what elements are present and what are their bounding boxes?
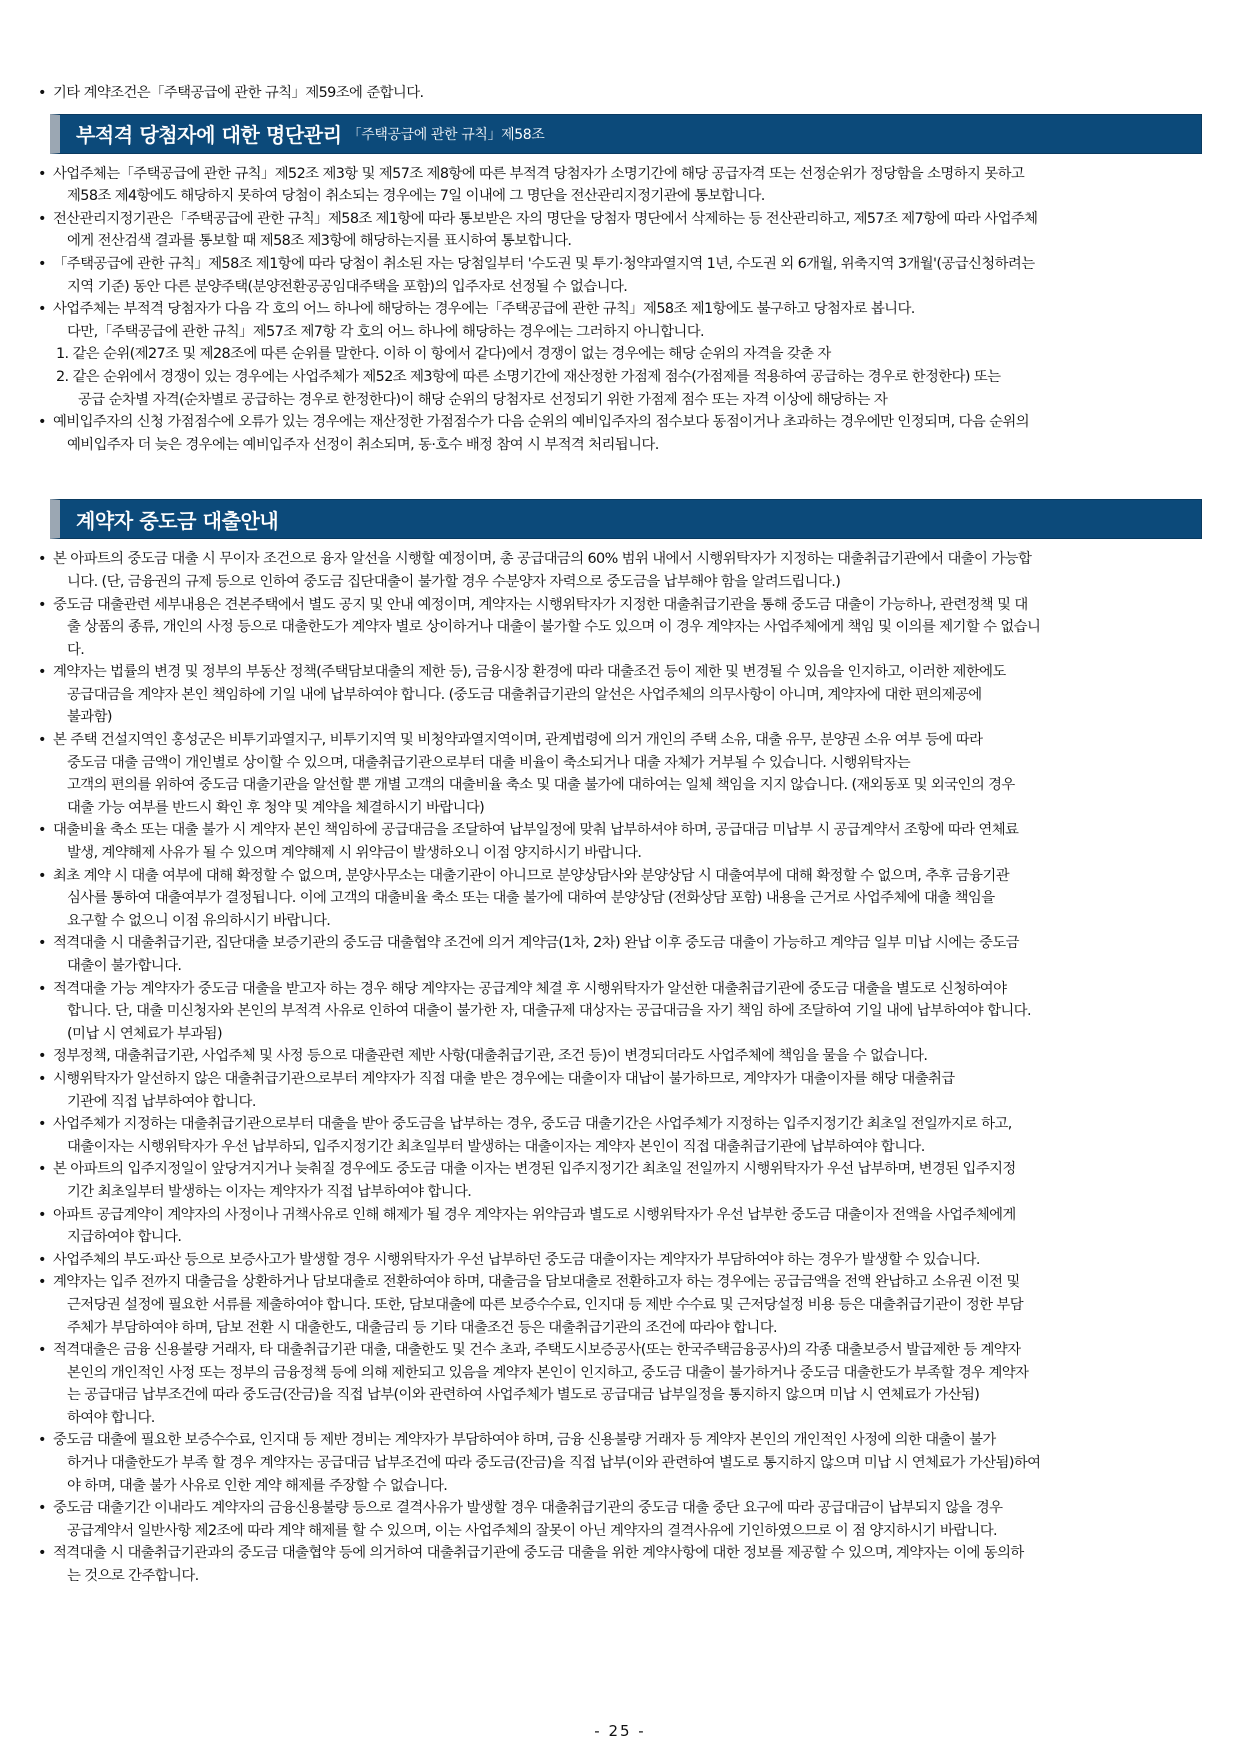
list-item bbox=[38, 1045, 1202, 1068]
item-line: 심사를 통하여 대출여부가 결정됩니다. 이에 고객의 대출비율 축소 또는 대출 불가에 대하여 분양상담 (전화상담 포함) 내용을 근거로 사업주체에 대출 책임을 bbox=[67, 890, 995, 907]
bullet-icon: • bbox=[38, 210, 46, 227]
bullet-icon: • bbox=[38, 165, 46, 182]
item-line: 는 것으로 간주합니다. bbox=[67, 1568, 199, 1585]
bullet-icon: • bbox=[38, 414, 46, 431]
bullet-icon: • bbox=[38, 980, 46, 997]
sub-list-item bbox=[38, 343, 1202, 366]
item-line: 대출비율 축소 또는 대출 불가 시 계약자 본인 책임하에 공급대금을 조달하여 납부일정에 맞춰 납부하셔야 하며, 공급대금 미납부 시 공급계약서 조항에 따라 연체료 bbox=[53, 822, 1019, 839]
bullet-icon: • bbox=[38, 1545, 46, 1562]
item-line: 지역 기준) 동안 다른 분양주택(분양전환공공임대주택을 포함)의 입주자로 선정될 수 없습니다. bbox=[67, 278, 628, 295]
section-title: 부적격 당첨자에 대한 명단관리 bbox=[76, 123, 342, 148]
item-line: 1. 같은 순위(제27조 및 제28조에 따른 순위를 말한다. 이하 이 항에서 같다)에서 경쟁이 없는 경우에는 해당 순위의 자격을 갖춘 자 bbox=[56, 346, 831, 363]
bullet-icon: • bbox=[38, 1251, 46, 1268]
bullet-icon: • bbox=[38, 596, 46, 613]
item-line: 계약자는 입주 전까지 대출금을 상환하거나 담보대출로 전환하여야 하며, 대출금을 담보대출로 전환하고자 하는 경우에는 공급금액을 전액 완납하고 소유권 이전 및 bbox=[53, 1274, 1020, 1291]
bullet-icon: • bbox=[38, 1342, 46, 1359]
item-line: 전산관리지정기관은「주택공급에 관한 규칙」제58조 제1항에 따라 통보받은 자의 명단을 당첨자 명단에서 삭제하는 등 전산관리하고, 제57조 제7항에 따라 사업주체 bbox=[53, 210, 1038, 227]
item-line: 공급계약서 일반사항 제2조에 따라 계약 해제를 할 수 있으며, 이는 사업주체의 잘못이 아닌 계약자의 결격사유에 기인하였으므로 이 점 양지하시기 바랍니다. bbox=[67, 1522, 998, 1539]
item-line: 대출 가능 여부를 반드시 확인 후 청약 및 계약을 체결하시기 바랍니다) bbox=[67, 799, 485, 816]
bullet-icon: • bbox=[38, 867, 46, 884]
list-item bbox=[38, 594, 1202, 662]
list-item bbox=[38, 548, 1202, 593]
bullet-icon: • bbox=[38, 1206, 46, 1223]
bullet-icon: • bbox=[38, 1116, 46, 1133]
section-reference: 「주택공급에 관한 규칙」제58조 bbox=[347, 126, 545, 143]
item-line: 예비입주자의 신청 가점점수에 오류가 있는 경우에는 재산정한 가점점수가 다음 순위의 예비입주자의 점수보다 동점이거나 초과하는 경우에만 인정되며, 다음 순위의 bbox=[53, 414, 1030, 431]
list-item bbox=[38, 253, 1202, 298]
item-line: 적격대출 시 대출취급기관과의 중도금 대출협약 등에 의거하여 대출취급기관에 중도금 대출을 위한 계약사항에 대한 정보를 제공할 수 있으며, 계약자는 이에 동의하 bbox=[53, 1545, 1024, 1562]
list-item bbox=[38, 298, 1202, 343]
list-item bbox=[38, 865, 1202, 933]
item-line: 공급 순차별 자격(순차별로 공급하는 경우로 한정한다)이 해당 순위의 당첨자로 선정되기 위한 가점제 점수 또는 자격 이상에 해당하는 자 bbox=[78, 391, 888, 408]
item-line: 기관에 직접 납부하여야 합니다. bbox=[67, 1093, 256, 1110]
item-line: 출 상품의 종류, 개인의 사정 등으로 대출한도가 계약자 별로 상이하거나 대출이 불가할 수도 있으며 이 경우 계약자는 사업주체에게 책임 및 이의를 제기할 수 없습니 bbox=[67, 619, 1041, 636]
section-header-ineligible-winners bbox=[50, 114, 1202, 154]
item-line: 니다. (단, 금융권의 규제 등으로 인하여 중도금 집단대출이 불가할 경우 수분양자 자력으로 중도금을 납부해야 함을 알려드립니다.) bbox=[67, 573, 841, 590]
item-line: 지급하여야 합니다. bbox=[67, 1229, 182, 1246]
item-line: 사업주체의 부도·파산 등으로 보증사고가 발생할 경우 시행위탁자가 우선 납부하던 중도금 대출이자는 계약자가 부담하여야 하는 경우가 발생할 수 있습니다. bbox=[53, 1251, 980, 1268]
bullet-icon: • bbox=[38, 1161, 46, 1178]
list-item bbox=[38, 661, 1202, 729]
item-line: 야 하며, 대출 불가 사유로 인한 계약 해제를 주장할 수 없습니다. bbox=[67, 1477, 448, 1494]
item-line: 다만,「주택공급에 관한 규칙」제57조 제7항 각 호의 어느 하나에 해당하는 경우에는 그러하지 아니합니다. bbox=[67, 323, 704, 340]
item-line: 불과함) bbox=[67, 709, 112, 726]
item-line: 제58조 제4항에도 해당하지 못하여 당첨이 취소되는 경우에는 7일 이내에 그 명단을 전산관리지정기관에 통보합니다. bbox=[67, 188, 765, 205]
item-line: 하여야 합니다. bbox=[67, 1409, 155, 1426]
item-line: 적격대출 시 대출취급기관, 집단대출 보증기관의 중도금 대출협약 조건에 의거 계약금(1차, 2차) 완납 이후 중도금 대출이 가능하고 계약금 일부 미납 시에는 중도금 bbox=[53, 935, 1019, 952]
item-line: 는 공급대금 납부조건에 따라 중도금(잔금)을 직접 납부(이와 관련하여 사업주체가 별도로 공급대금 납부일정을 통지하지 않으며 미납 시 연체료가 가산됨) bbox=[67, 1387, 980, 1404]
list-item bbox=[38, 82, 1202, 105]
bullet-icon: • bbox=[38, 301, 46, 318]
item-line: 하거나 대출한도가 부족 할 경우 계약자는 공급대금 납부조건에 따라 중도금(잔금)을 직접 납부(이와 관련하여 별도로 통지하지 않으며 미납 시 연체료가 가산됨)하여 bbox=[67, 1455, 1041, 1472]
item-line: 적격대출은 금융 신용불량 거래자, 타 대출취급기관 대출, 대출한도 및 건수 초과, 주택도시보증공사(또는 한국주택금융공사)의 각종 대출보증서 발급제한 등 계약자 bbox=[53, 1342, 1021, 1359]
item-line: 근저당권 설정에 필요한 서류를 제출하여야 합니다. 또한, 담보대출에 따른 보증수수료, 인지대 등 제반 수수료 및 근저당설정 비용 등은 대출취급기관이 정한 부담 bbox=[67, 1296, 1024, 1313]
bullet-icon: • bbox=[38, 822, 46, 839]
item-line: 대출이 불가합니다. bbox=[67, 958, 182, 974]
item-line: 적격대출 가능 계약자가 중도금 대출을 받고자 하는 경우 해당 계약자는 공급계약 체결 후 시행위탁자가 알선한 대출취급기관에 중도금 대출을 별도로 신청하여야 bbox=[53, 980, 1007, 997]
list-item bbox=[38, 1158, 1202, 1203]
item-line: 사업주체가 지정하는 대출취급기관으로부터 대출을 받아 중도금을 납부하는 경우, 중도금 대출기간은 사업주체가 지정하는 입주지정기간 최초일 전일까지로 하고, bbox=[53, 1116, 1012, 1133]
item-line: 본인의 개인적인 사정 또는 정부의 금융정책 등에 의해 제한되고 있음을 계약자 본인이 인지하고, 중도금 대출이 불가하거나 중도금 대출한도가 부족할 경우 계약자 bbox=[67, 1364, 1029, 1381]
item-line: 예비입주자 더 늦은 경우에는 예비입주자 선정이 취소되며, 동·호수 배정 참여 시 부적격 처리됩니다. bbox=[67, 436, 659, 453]
list-item bbox=[38, 1113, 1202, 1158]
item-line: 고객의 편의를 위하여 중도금 대출기관을 알선할 뿐 개별 고객의 대출비율 축소 및 대출 불가에 대하여는 일체 책임을 지지 않습니다. (재외동포 및 외국인의 경우 bbox=[67, 777, 1015, 794]
item-line: 합니다. 단, 대출 미신청자와 본인의 부적격 사유로 인하여 대출이 불가한 자, 대출규제 대상자는 공급대금을 자기 책임 하에 조달하여 기일 내에 납부하여야 합니다. bbox=[67, 1003, 1031, 1020]
interim-loan-list bbox=[38, 548, 1202, 1587]
bullet-icon: • bbox=[38, 255, 46, 272]
item-line: 중도금 대출기간 이내라도 계약자의 금융신용불량 등으로 결격사유가 발생할 경우 대출취급기관의 중도금 대출 중단 요구에 따라 공급대금이 납부되지 않을 경우 bbox=[53, 1500, 1003, 1517]
item-line: 계약자는 법률의 변경 및 정부의 부동산 정책(주택담보대출의 제한 등), 금융시장 환경에 따라 대출조건 등이 제한 및 변경될 수 있음을 인지하고, 이러한 제한에도 bbox=[53, 664, 1006, 681]
item-line: 사업주체는 부적격 당첨자가 다음 각 호의 어느 하나에 해당하는 경우에는「주택공급에 관한 규칙」제58조 제1항에도 불구하고 당첨자로 봅니다. bbox=[53, 301, 915, 318]
item-line: 기간 최초일부터 발생하는 이자는 계약자가 직접 납부하여야 합니다. bbox=[67, 1183, 472, 1200]
list-item bbox=[38, 1429, 1202, 1497]
bullet-icon: • bbox=[38, 664, 46, 681]
list-item bbox=[38, 1542, 1202, 1587]
section-header-interim-loan bbox=[50, 499, 1202, 539]
bullet-icon: • bbox=[38, 935, 46, 952]
item-line: 본 아파트의 중도금 대출 시 무이자 조건으로 융자 알선을 시행할 예정이며, 총 공급대금의 60% 범위 내에서 시행위탁자가 지정하는 대출취급기관에서 대출이 가능합 bbox=[53, 551, 1032, 568]
item-line: 「주택공급에 관한 규칙」제58조 제1항에 따라 당첨이 취소된 자는 당첨일부터 '수도권 및 투기·청약과열지역 1년, 수도권 외 6개월, 위축지역 3개월'(공급신청하려는 bbox=[53, 255, 1035, 272]
list-item bbox=[38, 208, 1202, 253]
item-line: 대출이자는 시행위탁자가 우선 납부하되, 입주지정기간 최초일부터 발생하는 대출이자는 계약자 본인이 직접 대출취급기관에 납부하여야 합니다. bbox=[67, 1138, 925, 1155]
item-line: 시행위탁자가 알선하지 않은 대출취급기관으로부터 계약자가 직접 대출 받은 경우에는 대출이자 대납이 불가하므로, 계약자가 대출이자를 해당 대출취급 bbox=[53, 1070, 955, 1087]
item-line: 아파트 공급계약이 계약자의 사정이나 귀책사유로 인해 해제가 될 경우 계약자는 위약금과 별도로 시행위탁자가 우선 납부한 중도금 대출이자 전액을 사업주체에게 bbox=[53, 1206, 1016, 1223]
list-item bbox=[38, 411, 1202, 456]
item-line: 주체가 부담하여야 하며, 담보 전환 시 대출한도, 대출금리 등 기타 대출조건 등은 대출취급기관의 조건에 따라야 합니다. bbox=[67, 1319, 778, 1336]
item-line: 중도금 대출관련 세부내용은 견본주택에서 별도 공지 및 안내 예정이며, 계약자는 시행위탁자가 지정한 대출취급기관을 통해 중도금 대출이 가능하나, 관련정책 및 대 bbox=[53, 596, 1028, 613]
list-item bbox=[38, 978, 1202, 1046]
page-number: - 25 - bbox=[594, 1722, 646, 1740]
list-item bbox=[38, 1497, 1202, 1542]
item-line: 발생, 계약해제 사유가 될 수 있으며 계약해제 시 위약금이 발생하오니 이점 양지하시기 바랍니다. bbox=[67, 845, 642, 862]
item-line: 본 주택 건설지역인 홍성군은 비투기과열지구, 비투기지역 및 비청약과열지역이며, 관계법령에 의거 개인의 주택 소유, 대출 유무, 분양권 소유 여부 등에 따라 bbox=[53, 732, 983, 749]
bullet-icon: • bbox=[38, 1274, 46, 1291]
item-line: (미납 시 연체료가 부과됨) bbox=[67, 1025, 222, 1042]
item-line: 중도금 대출 금액이 개인별로 상이할 수 있으며, 대출취급기관으로부터 대출 비율이 축소되거나 대출 자체가 거부될 수 있습니다. 시행위탁자는 bbox=[67, 754, 911, 771]
item-line: 정부정책, 대출취급기관, 사업주체 및 사정 등으로 대출관련 제반 사항(대출취급기관, 조건 등)이 변경되더라도 사업주체에 책임을 물을 수 없습니다. bbox=[53, 1048, 928, 1065]
section-spacer bbox=[38, 456, 1202, 490]
bullet-icon: • bbox=[38, 1048, 46, 1065]
item-line: 다. bbox=[67, 641, 85, 658]
bullet-icon: • bbox=[38, 1070, 46, 1087]
list-item bbox=[38, 819, 1202, 864]
item-line: 본 아파트의 입주지정일이 앞당겨지거나 늦춰질 경우에도 중도금 대출 이자는 변경된 입주지정기간 최초일 전일까지 시행위탁자가 우선 납부하며, 변경된 입주지정 bbox=[53, 1161, 1016, 1178]
item-line: 공급대금을 계약자 본인 책임하에 기일 내에 납부하여야 합니다. (중도금 대출취급기관의 알선은 사업주체의 의무사항이 아니며, 계약자에 대한 편의제공에 bbox=[67, 686, 982, 703]
item-line: 에게 전산검색 결과를 통보할 때 제58조 제3항에 해당하는지를 표시하여 통보합니다. bbox=[67, 233, 572, 250]
bullet-icon: • bbox=[38, 1500, 46, 1517]
item-line: 중도금 대출에 필요한 보증수수료, 인지대 등 제반 경비는 계약자가 부담하여야 하며, 금융 신용불량 거래자 등 계약자 본인의 개인적인 사정에 의한 대출이 불가 bbox=[53, 1432, 996, 1449]
bullet-icon: • bbox=[38, 551, 46, 568]
section-title: 계약자 중도금 대출안내 bbox=[76, 508, 279, 533]
intro-text: 기타 계약조건은「주택공급에 관한 규칙」제59조에 준합니다. bbox=[53, 85, 424, 101]
list-item bbox=[38, 729, 1202, 819]
bullet-icon: • bbox=[38, 1432, 46, 1449]
list-item bbox=[38, 932, 1202, 977]
item-line: 요구할 수 없으니 이점 유의하시기 바랍니다. bbox=[67, 912, 331, 929]
list-item bbox=[38, 1249, 1202, 1272]
list-item bbox=[38, 1271, 1202, 1339]
bullet-icon: • bbox=[38, 85, 46, 101]
item-line: 2. 같은 순위에서 경쟁이 있는 경우에는 사업주체가 제52조 제3항에 따른 소명기간에 재산정한 가점제 점수(가점제를 적용하여 공급하는 경우로 한정한다) 또는 bbox=[56, 368, 1001, 385]
list-item bbox=[38, 163, 1202, 208]
item-line: 사업주체는「주택공급에 관한 규칙」제52조 제3항 및 제57조 제8항에 따른 부적격 당첨자가 소명기간에 해당 공급자격 또는 선정순위가 정당함을 소명하지 못하고 bbox=[53, 165, 1025, 182]
item-line: 최초 계약 시 대출 여부에 대해 확정할 수 없으며, 분양사무소는 대출기관이 아니므로 분양상담사와 분양상담 시 대출여부에 대해 확정할 수 없으며, 추후 금융기관 bbox=[53, 867, 1010, 884]
list-item bbox=[38, 1068, 1202, 1113]
list-item bbox=[38, 1204, 1202, 1249]
bullet-icon: • bbox=[38, 732, 46, 749]
list-item bbox=[38, 1339, 1202, 1429]
sub-list-item bbox=[38, 366, 1202, 411]
